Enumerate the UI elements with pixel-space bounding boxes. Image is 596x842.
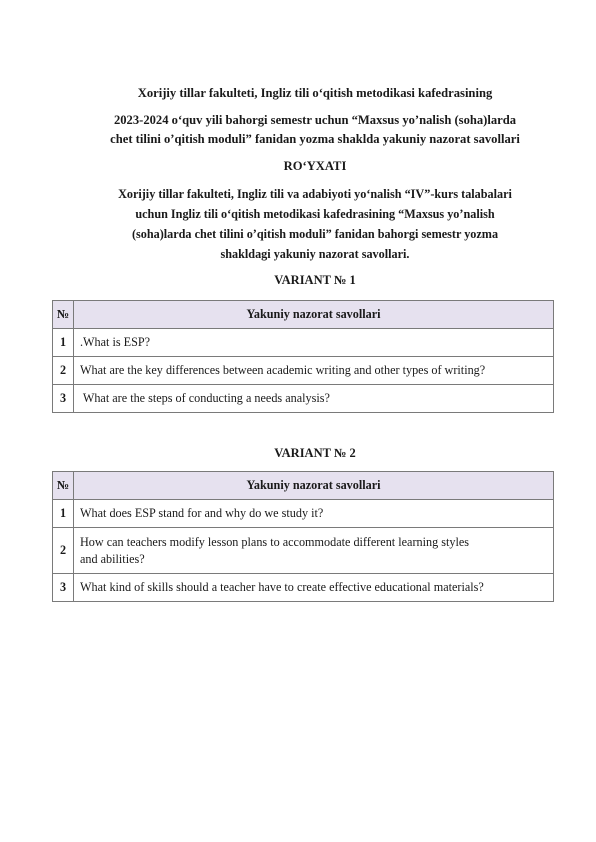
table-header-row bbox=[53, 472, 554, 500]
desc-line-1: Xorijiy tillar fakulteti, Ingliz tili va adabiyoti yo‘nalish “IV”-kurs talabalari bbox=[118, 187, 512, 201]
description-heading bbox=[80, 184, 550, 264]
question-line-1: How can teachers modify lesson plans to accommodate different learning styles bbox=[80, 534, 469, 549]
table-row bbox=[53, 500, 554, 528]
question-text bbox=[74, 528, 554, 574]
row-number: 3 bbox=[53, 385, 74, 413]
table-row bbox=[53, 528, 554, 574]
question-text: What does ESP stand for and why do we study it? bbox=[74, 500, 554, 528]
subject-line-1: 2023-2024 o‘quv yili bahorgi semestr uchun “Maxsus yo’nalish (soha)larda bbox=[113, 113, 517, 127]
row-number: 1 bbox=[53, 500, 74, 528]
desc-line-3: (soha)larda chet tilini o’qitish moduli” fanidan bahorgi semestr yozma bbox=[131, 227, 499, 241]
column-questions-header: Yakuniy nazorat savollari bbox=[74, 301, 554, 329]
variant-1-table bbox=[52, 300, 554, 413]
row-number: 3 bbox=[53, 574, 74, 602]
table-row bbox=[53, 357, 554, 385]
desc-line-2: uchun Ingliz tili o‘qitish metodikasi kafedrasining “Maxsus yo’nalish bbox=[135, 207, 495, 221]
faculty-line: Xorijiy tillar fakulteti, Ingliz tili o‘qitish metodikasi kafedrasining bbox=[137, 86, 493, 100]
table-row bbox=[53, 329, 554, 357]
row-number: 2 bbox=[53, 357, 74, 385]
royxati-heading: RO‘YXATI bbox=[283, 159, 347, 173]
table-header-row bbox=[53, 301, 554, 329]
faculty-heading bbox=[80, 84, 550, 103]
column-number-header: № bbox=[53, 301, 74, 329]
table-row bbox=[53, 385, 554, 413]
subject-heading bbox=[80, 111, 550, 148]
row-number: 1 bbox=[53, 329, 74, 357]
column-number-header: № bbox=[53, 472, 74, 500]
question-text: .What is ESP? bbox=[74, 329, 554, 357]
variant-2-title: VARIANT № 2 bbox=[274, 446, 356, 460]
variant-2-table bbox=[52, 471, 554, 602]
column-questions-header: Yakuniy nazorat savollari bbox=[74, 472, 554, 500]
question-text: What are the key differences between academic writing and other types of writing? bbox=[74, 357, 554, 385]
question-line-2: and abilities? bbox=[80, 551, 145, 566]
question-text: What are the steps of conducting a needs analysis? bbox=[74, 385, 554, 413]
row-number: 2 bbox=[53, 528, 74, 574]
subject-line-2: chet tilini o’qitish moduli” fanidan yozma shaklda yakuniy nazorat savollari bbox=[110, 131, 520, 146]
variant-1-title: VARIANT № 1 bbox=[274, 273, 356, 287]
table-row bbox=[53, 574, 554, 602]
desc-line-4: shakldagi yakuniy nazorat savollari. bbox=[220, 247, 410, 261]
question-text: What kind of skills should a teacher have to create effective educational materials? bbox=[74, 574, 554, 602]
